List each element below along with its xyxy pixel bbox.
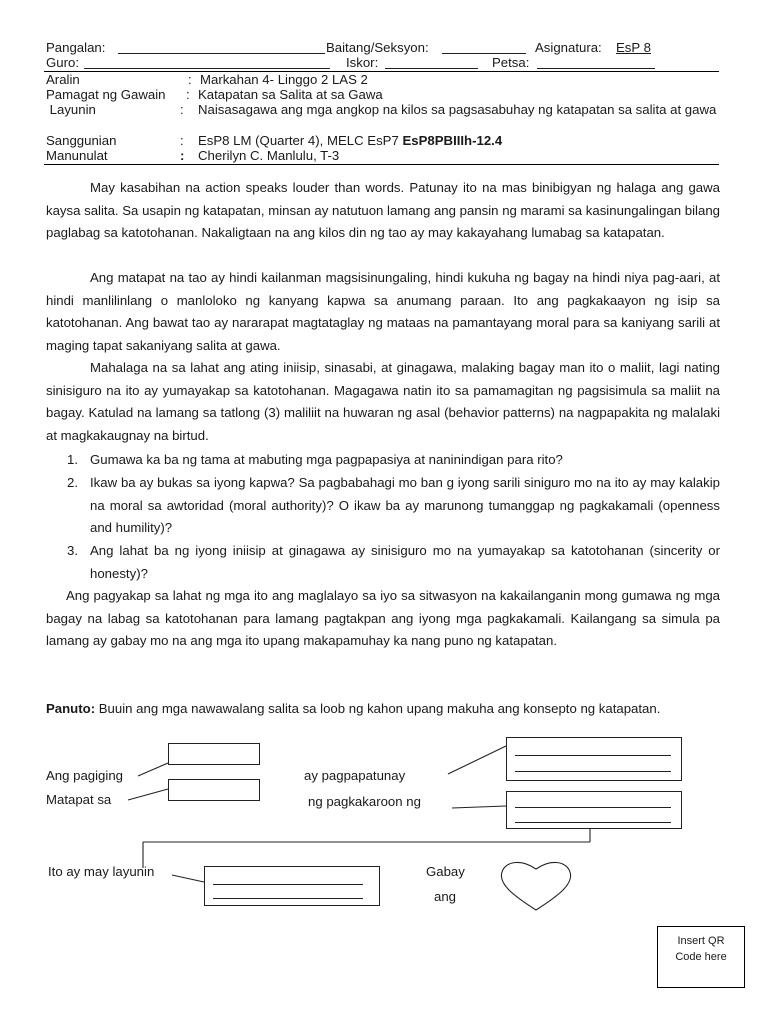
sanggunian-text: EsP8 LM (Quarter 4), MELC EsP7 xyxy=(198,133,403,148)
answer-box-3[interactable] xyxy=(506,737,682,781)
matapat-sa-text: Matapat sa xyxy=(46,792,112,807)
connector-line xyxy=(128,789,168,800)
answer-blank[interactable] xyxy=(213,898,363,899)
connector-line xyxy=(448,746,506,774)
qr-placeholder xyxy=(657,926,745,988)
answer-box-2[interactable] xyxy=(168,779,260,801)
connector-line xyxy=(452,806,506,808)
layunin-label: Layunin xyxy=(46,102,96,117)
answer-box-1[interactable] xyxy=(168,743,260,765)
answer-blank[interactable] xyxy=(515,807,671,808)
panuto-text: Buuin ang mga nawawalang salita sa loob ng kahon upang makuha ang konsepto ng katapatan. xyxy=(95,701,661,716)
pamagat-value: Katapatan sa Salita at sa Gawa xyxy=(198,87,383,102)
ng-pagkakaroon-text: ng pagkakaroon ng xyxy=(308,794,421,809)
guro-label: Guro: xyxy=(46,55,79,70)
iskor-label: Iskor: xyxy=(346,55,379,70)
paragraph-1: May kasabihan na action speaks louder than words. Patunay ito na mas binibigyan ng halaga ang gawa kaysa salita. Sa usapin ng katapatan, minsan ay natutuon lamang ang pansin ng marami sa kasinungalingan bilang paglabag sa katotohanan. Nakaligtaan na ang kilos din ng tao ay may kakayahang lumabag sa katapatan. xyxy=(46,180,720,241)
list-number: 3. xyxy=(67,543,78,558)
pangalan-label: Pangalan: xyxy=(46,40,106,55)
layunin-sep: : xyxy=(180,102,184,117)
list-text: Ang lahat ba ng iyong iniisip at ginagawa ay sinisiguro mo na yumayakap sa katotohanan (sincerity or honesty)? xyxy=(90,543,720,581)
manunulat-label: Manunulat xyxy=(46,148,108,163)
manunulat-sep: : xyxy=(180,148,185,163)
ito-ay-may-layunin-text: Ito ay may layunin xyxy=(48,864,155,879)
pamagat-sep: : xyxy=(186,87,190,102)
answer-box-5[interactable] xyxy=(204,866,380,906)
pamagat-label: Pamagat ng Gawain xyxy=(46,87,166,102)
ang-pagiging-text: Ang pagiging xyxy=(46,768,123,783)
baitang-label: Baitang/Seksyon: xyxy=(326,40,429,55)
answer-box-4[interactable] xyxy=(506,791,682,829)
ay-pagpapatunay-text: ay pagpapatunay xyxy=(304,768,406,783)
panuto-label: Panuto: xyxy=(46,701,96,716)
qr-line-2: Code here xyxy=(675,951,727,963)
paragraph-4: Ang pagyakap sa lahat ng mga ito ang maglalayo sa iyo sa sitwasyon na kakailanganin mong gumawa ng mga bagay na labag sa katotohanan para lamang pagtakpan ang iyong mga pagkakamali. Kailangang sa simula pa lamang ay gabay mo na ang mga ito upang makapamuhay ka nang puno ng katapatan. xyxy=(46,588,720,649)
answer-blank[interactable] xyxy=(515,822,671,823)
manunulat-value: Cherilyn C. Manlulu, T-3 xyxy=(198,148,340,163)
connector-line xyxy=(172,875,204,882)
gabay-text: Gabay xyxy=(426,864,465,879)
layunin-value: Naisasagawa ang mga angkop na kilos sa pagsasabuhay ng katapatan sa salita at gawa xyxy=(198,102,717,117)
list-number: 1. xyxy=(67,452,78,467)
sanggunian-code: EsP8PBIIIh-12.4 xyxy=(402,133,503,148)
list-number: 2. xyxy=(67,475,78,490)
sanggunian-label: Sanggunian xyxy=(46,133,117,148)
ang-text: ang xyxy=(434,889,457,904)
list-text: Ikaw ba ay bukas sa iyong kapwa? Sa pagbabahagi mo ban g iyong sarili siniguro mo na ito ay may kalakip na moral sa awtoridad (moral authority)? O ikaw ba ay marunong tumanggap ng pagkakamali (openness and humility)? xyxy=(90,475,720,536)
sanggunian-sep: : xyxy=(180,133,184,148)
petsa-label: Petsa: xyxy=(492,55,530,70)
connector-line xyxy=(138,763,168,776)
answer-blank[interactable] xyxy=(213,884,363,885)
answer-blank[interactable] xyxy=(515,771,671,772)
asignatura-label: Asignatura: xyxy=(535,40,602,55)
asignatura-value: EsP 8 xyxy=(616,40,651,55)
aralin-sep: : xyxy=(188,72,192,87)
aralin-value: Markahan 4- Linggo 2 LAS 2 xyxy=(200,72,368,87)
paragraph-3: Mahalaga na sa lahat ang ating iniisip, sinasabi, at ginagawa, malaking bagay man ito o maliit, lagi nating sinisiguro na ito ay yumayakap sa katotohanan. Magagawa natin ito sa pamamagitan ng pagsisimula sa maliit na bagay. Katulad na lamang sa tatlong (3) maliliit na huwaran ng asal (behavior patterns) na nagpapakita ng malalaki at magkakaugnay na birtud. xyxy=(46,360,720,443)
paragraph-2: Ang matapat na tao ay hindi kailanman magsisinungaling, hindi kukuha ng bagay na hindi niya pag-aari, at hindi manlilinlang o manloloko ng kanyang kapwa sa anumang paraan. Ito ang pagkakaayon ng isip sa katotohanan. Ang bawat tao ay nararapat magtataglay ng mataas na pamantayang moral para sa kaniyang sarili at maging tapat sakaniyang salita at gawa. xyxy=(46,270,720,353)
heart-shape[interactable] xyxy=(501,862,570,910)
aralin-label: Aralin xyxy=(46,72,80,87)
list-text: Gumawa ka ba ng tama at mabuting mga pagpapasiya at naninindigan para rito? xyxy=(90,452,563,467)
qr-line-1: Insert QR xyxy=(677,935,725,947)
answer-blank[interactable] xyxy=(515,755,671,756)
